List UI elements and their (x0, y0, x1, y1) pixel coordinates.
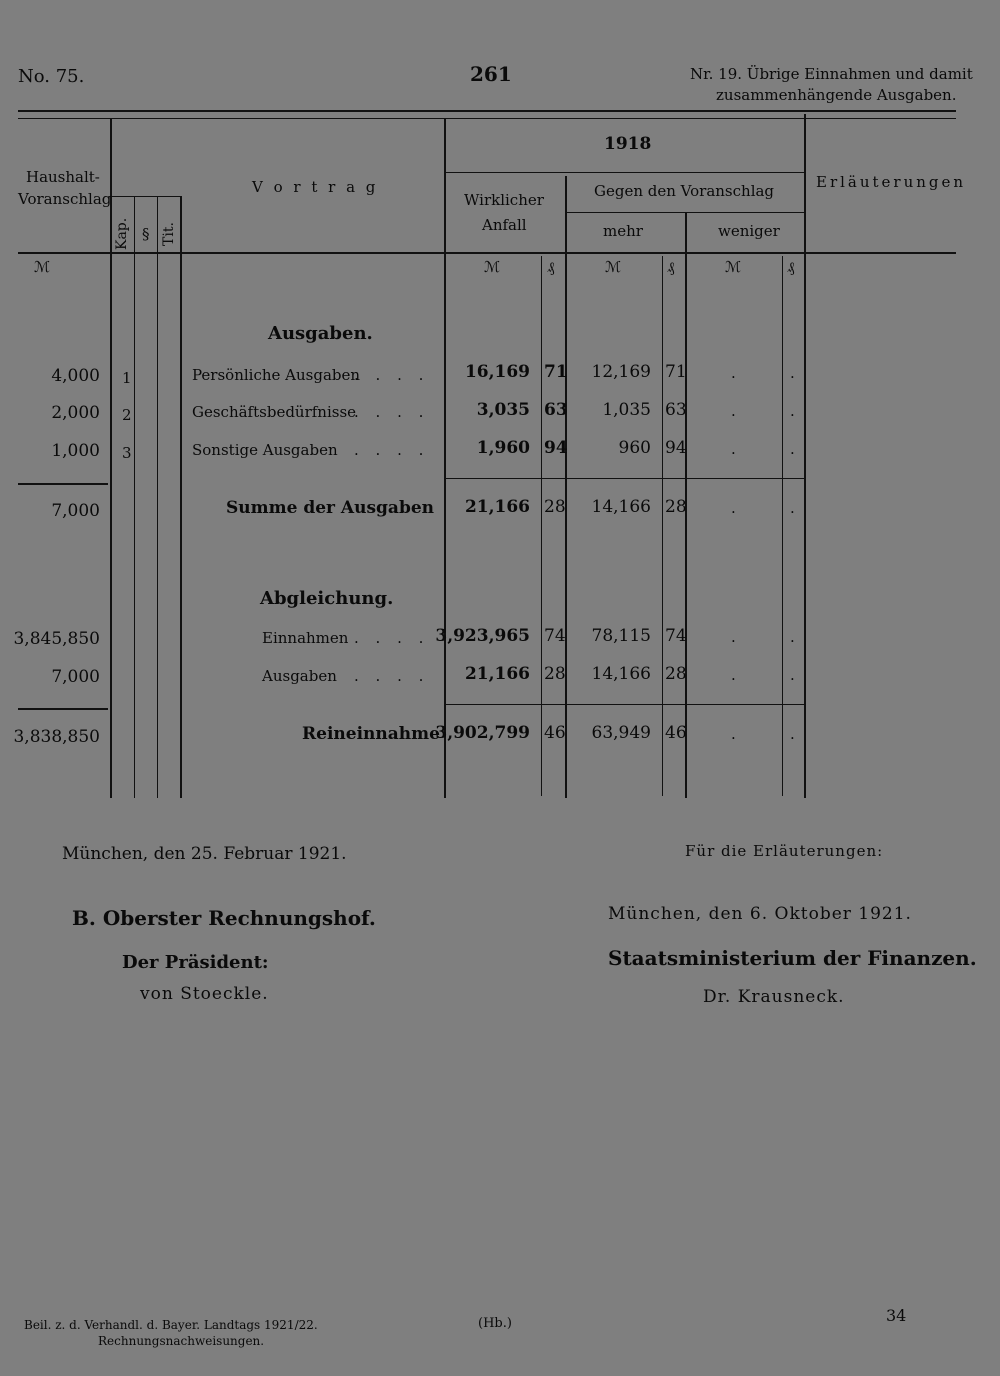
row1-dots: . . . . (354, 366, 430, 384)
table-top-rule-thin (18, 118, 956, 119)
rule-weniger (804, 114, 806, 798)
header-title-line2: zusammenhängende Ausgaben. (716, 86, 957, 104)
unit-mark-weniger: ℳ (725, 258, 742, 276)
row2-voranschlag: 2,000 (51, 403, 100, 423)
row3-kap: 3 (122, 444, 132, 462)
row2-dots: . . . . (354, 403, 430, 421)
row2-weniger-pf: . (790, 402, 795, 420)
abgl-row2-dots: . . . . (354, 667, 430, 685)
unit-pf-anfall: ₰ (547, 258, 555, 276)
right-signatory: Dr. Krausneck. (703, 987, 845, 1007)
abgl-row1-weniger-mark: . (731, 628, 736, 646)
rule-anfall-pf (541, 256, 542, 796)
kap-rule (112, 196, 182, 197)
col-haushalt-line1: Haushalt- (26, 168, 100, 186)
abgl-row1-text: Einnahmen (262, 629, 349, 647)
row1-text: Persönliche Ausgaben (192, 366, 361, 384)
rein-weniger-pf: . (790, 725, 795, 743)
row2-text: Geschäftsbedürfnisse (192, 403, 357, 421)
bottom-note-line2: Rechnungsnachweisungen. (98, 1334, 265, 1348)
section-ausgaben-heading: Ausgaben. (268, 323, 373, 344)
rein-rule-amounts (446, 704, 804, 705)
row3-mehr-mark: 960 (618, 438, 651, 458)
rein-voranschlag: 3,838,850 (13, 727, 100, 747)
abgl-row2-anfall-mark: 21,166 (464, 664, 530, 684)
rein-weniger-mark: . (731, 725, 736, 743)
unit-pf-weniger: ₰ (787, 258, 795, 276)
row2-anfall-mark: 3,035 (476, 400, 530, 420)
rein-rule-vor (18, 708, 108, 710)
summe-weniger-mark: . (731, 499, 736, 517)
right-date: München, den 6. Oktober 1921. (608, 904, 912, 924)
abgl-row1-mehr-pf: 74 (665, 626, 687, 646)
col-anfall-line2: Anfall (482, 216, 527, 234)
col-paragraph: § (142, 225, 150, 243)
row1-weniger-pf: . (790, 364, 795, 382)
unit-pf-mehr: ₰ (667, 258, 675, 276)
col-tit: Tit. (161, 222, 177, 246)
row3-dots: . . . . (354, 441, 430, 459)
rule-tit (180, 196, 182, 798)
abgl-row2-mehr-mark: 14,166 (591, 664, 651, 684)
right-organisation: Staatsministerium der Finanzen. (608, 946, 977, 970)
summe-rule-amounts (446, 478, 804, 479)
document-number: No. 75. (18, 66, 85, 87)
unit-mark-vor: ℳ (34, 258, 51, 276)
abgl-row2-mehr-pf: 28 (665, 664, 687, 684)
summe-voranschlag: 7,000 (51, 501, 100, 521)
unit-mark-mehr: ℳ (605, 258, 622, 276)
unit-mark-anfall: ℳ (484, 258, 501, 276)
rule-vor (110, 118, 112, 798)
year-rule (446, 172, 804, 173)
summe-mehr-pf: 28 (665, 497, 687, 517)
left-signatory: von Stoeckle. (140, 984, 269, 1004)
abgl-row2-weniger-mark: . (731, 666, 736, 684)
row3-weniger-mark: . (731, 440, 736, 458)
abgl-row1-voranschlag: 3,845,850 (13, 629, 100, 649)
row2-mehr-pf: 63 (665, 400, 687, 420)
row2-mehr-mark: 1,035 (602, 400, 651, 420)
section-abgleichung-heading: Abgleichung. (260, 588, 394, 609)
summe-rule-vor (18, 483, 108, 485)
col-haushalt-line2: Voranschlag (18, 190, 112, 208)
row3-text: Sonstige Ausgaben (192, 441, 338, 459)
summe-anfall-pf: 28 (544, 497, 566, 517)
row3-voranschlag: 1,000 (51, 441, 100, 461)
summe-text: Summe der Ausgaben (226, 498, 435, 518)
row1-voranschlag: 4,000 (51, 366, 100, 386)
row1-mehr-pf: 71 (665, 362, 687, 382)
row1-kap: 1 (122, 369, 132, 387)
col-mehr: mehr (603, 222, 643, 240)
col-gegen: Gegen den Voranschlag (594, 182, 775, 200)
row2-weniger-mark: . (731, 402, 736, 420)
right-intro: Für die Erläuterungen: (685, 842, 884, 860)
rule-wen-pf (782, 256, 783, 796)
table-header-rule (18, 252, 956, 254)
col-anfall-line1: Wirklicher (464, 191, 544, 209)
rule-kap (134, 196, 135, 798)
col-weniger: weniger (718, 222, 780, 240)
abgl-row2-voranschlag: 7,000 (51, 667, 100, 687)
rule-para (157, 196, 158, 798)
row2-kap: 2 (122, 406, 132, 424)
left-date: München, den 25. Februar 1921. (62, 844, 347, 864)
page-number: 261 (470, 62, 512, 86)
summe-weniger-pf: . (790, 499, 795, 517)
abgl-row1-mehr-mark: 78,115 (591, 626, 651, 646)
row1-anfall-mark: 16,169 (464, 362, 530, 382)
bottom-sheet-number: 34 (886, 1306, 907, 1325)
rule-vortrag (444, 118, 446, 798)
row3-anfall-mark: 1,960 (476, 438, 530, 458)
row3-weniger-pf: . (790, 440, 795, 458)
left-organisation: B. Oberster Rechnungshof. (72, 906, 376, 930)
row3-mehr-pf: 94 (665, 438, 687, 458)
rein-text: Reineinnahme (302, 724, 440, 744)
header-title-line1: Nr. 19. Übrige Einnahmen und damit (690, 65, 973, 83)
abgl-row2-text: Ausgaben (262, 667, 337, 685)
col-erlaeuterungen: Erläuterungen (816, 173, 967, 191)
rein-anfall-pf: 46 (544, 723, 566, 743)
col-kap: Kap. (114, 217, 130, 250)
summe-mehr-mark: 14,166 (591, 497, 651, 517)
rein-mehr-mark: 63,949 (591, 723, 651, 743)
abgl-row2-anfall-pf: 28 (544, 664, 566, 684)
row3-anfall-pf: 94 (544, 438, 568, 458)
left-role: Der Präsident: (122, 952, 269, 973)
col-vortrag: V o r t r a g (252, 178, 379, 196)
summe-anfall-mark: 21,166 (464, 497, 530, 517)
col-year: 1918 (604, 134, 652, 154)
abgl-row1-anfall-mark: 3,923,965 (435, 626, 530, 646)
bottom-note-line1: Beil. z. d. Verhandl. d. Bayer. Landtags 1921/22. (24, 1318, 318, 1332)
row2-anfall-pf: 63 (544, 400, 568, 420)
row1-weniger-mark: . (731, 364, 736, 382)
table-top-rule (18, 110, 956, 112)
abgl-row2-weniger-pf: . (790, 666, 795, 684)
bottom-center-mark: (Hb.) (478, 1316, 512, 1331)
abgl-row1-weniger-pf: . (790, 628, 795, 646)
rule-mehr-pf (662, 256, 663, 796)
row1-mehr-mark: 12,169 (591, 362, 651, 382)
abgl-row1-anfall-pf: 74 (544, 626, 566, 646)
abgl-row1-dots: . . . . (354, 629, 430, 647)
rein-anfall-mark: 3,902,799 (435, 723, 530, 743)
row1-anfall-pf: 71 (544, 362, 568, 382)
rein-mehr-pf: 46 (665, 723, 687, 743)
